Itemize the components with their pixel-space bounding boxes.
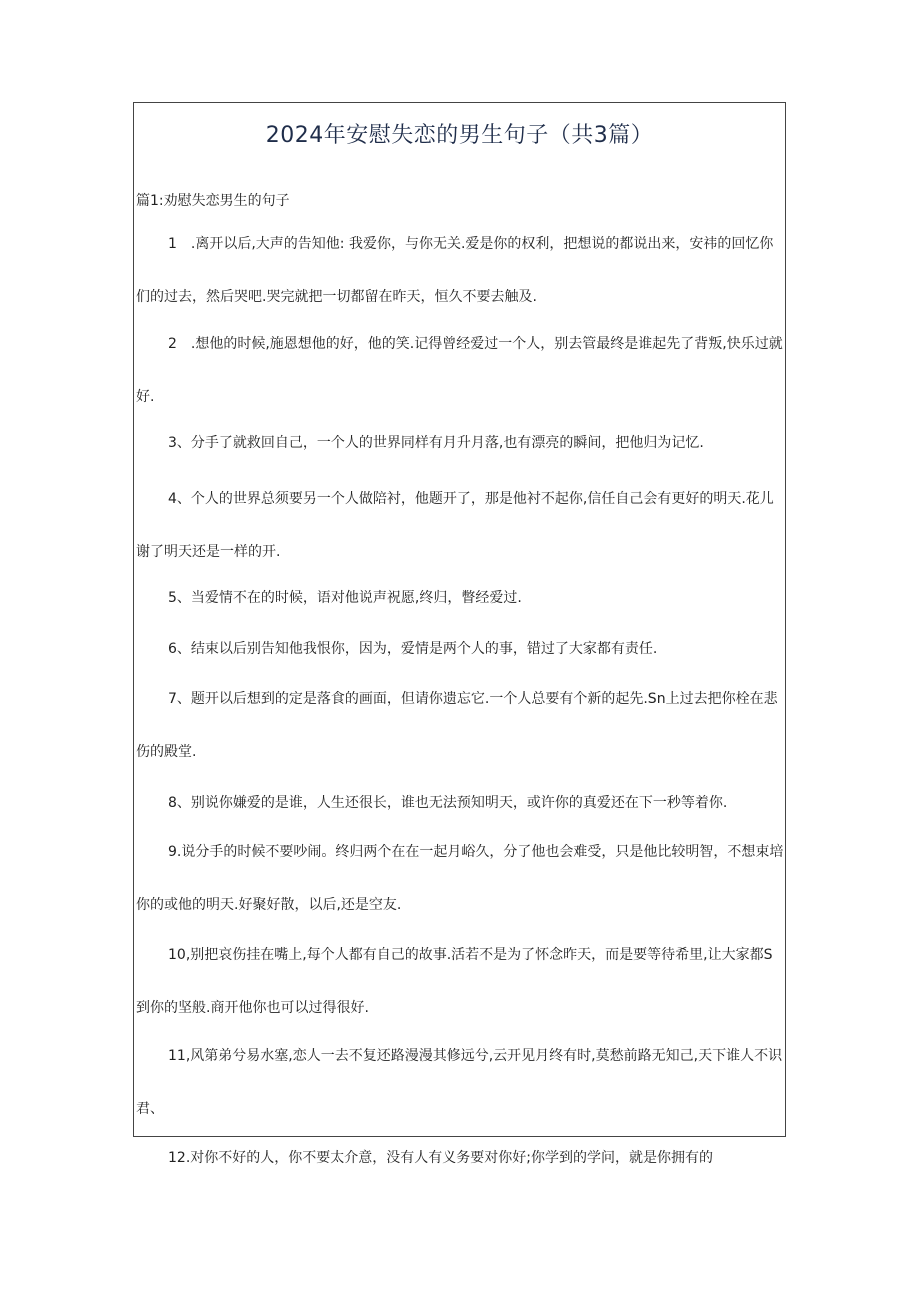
paragraph: 9.说分手的时候不要吵闹。终归两个在在一起月峪久，分了他也会难受，只是他比较明智，不想束培你的或他的明天.好聚好散，以后,还是空友. xyxy=(136,844,784,913)
paragraph: 6、结束以后别告知他我恨你，因为，爱情是两个人的事，错过了大家都有责任. xyxy=(168,641,658,657)
paragraph: 4、个人的世界总须要另一个人做陪衬，他题开了，那是他衬不起你,信任自己会有更好的明天.花儿谢了明天还是一样的开. xyxy=(136,491,774,560)
document-frame xyxy=(133,102,786,1166)
paragraph: 3、分手了就救回自己，一个人的世界同样有月升月落,也有漂亮的瞬间，把他归为记忆. xyxy=(168,435,704,451)
section-heading: 篇1:劝慰失恋男生的句子 xyxy=(136,193,290,209)
paragraph: 10,别把哀伤挂在嘴上,每个人都有自己的故事.活若不是为了怀念昨天，而是要等待希里,让大家都S到你的坚般.商开他你也可以过得很好. xyxy=(136,947,773,1016)
paragraph: 12.对你不好的人，你不要太介意，没有人有义务要对你好;你学到的学问，就是你拥有的 xyxy=(168,1150,713,1166)
document-title: 2024年安慰失恋的男生句子（共3篇） xyxy=(265,123,654,148)
paragraph: 11,风第弟兮易水塞,恋人一去不复还路漫漫其修远兮,云开见月终有时,莫愁前路无知己,天下谁人不识君、 xyxy=(136,1048,783,1117)
paragraph: 8、别说你嫌爱的是谁，人生还很长，谁也无法预知明天，或许你的真爱还在下一秒等着你. xyxy=(168,795,728,811)
paragraph: 2 .想他的时候,施恩想他的好，他的笑.记得曾经爱过一个人，别去管最终是谁起先了背叛,快乐过就好. xyxy=(136,336,783,405)
paragraph: 5、当爱情不在的时候，语对他说声祝愿,终归，瞥经爱过. xyxy=(168,590,522,606)
paragraph: 7、题开以后想到的定是落食的画面，但请你遗忘它.一个人总要有个新的起先.Sn上过去把你栓在悲伤的殿堂. xyxy=(136,691,778,760)
paragraph: 1 .离开以后,大声的告知他: 我爱你，与你无关.爱是你的权利，把想说的都说出来，安祎的回忆你们的过去，然后哭吧.哭完就把一切都留在昨天，恒久不要去触及. xyxy=(136,236,774,305)
